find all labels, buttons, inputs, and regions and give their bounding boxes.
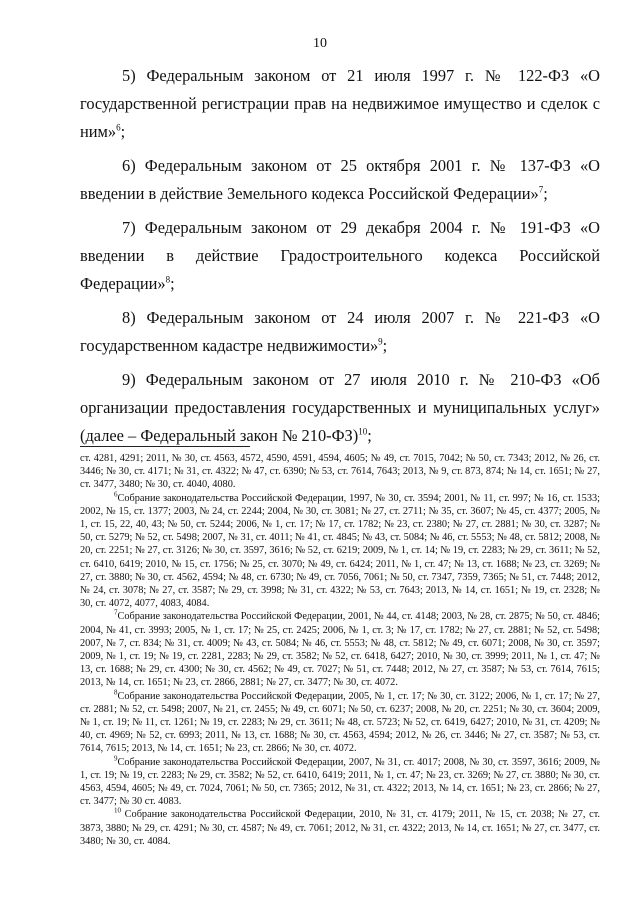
paragraph-law-221: 8) Федеральным законом от 24 июля 2007 г. № 221-ФЗ «О государственном кадастре недвижимости»$^9$; bbox=[80, 308, 600, 355]
footnote-ref: 9 bbox=[378, 336, 383, 347]
paragraph-law-210: 9) Федеральным законом от 27 июля 2010 г. № 210-ФЗ «Об организации предоставления государственных и муниципальных услуг» (далее – Федеральный закон № 210-ФЗ)$^{10}$; bbox=[80, 370, 600, 445]
paragraph-law-191: 7) Федеральным законом от 29 декабря 2004 г. № 191-ФЗ «О введении в действие Градостроительного кодекса Российской Федерации»$^8$; bbox=[80, 218, 600, 293]
paragraph-text: 7) Федеральным законом от 29 декабря 2004 г. № 191-ФЗ «О введении в действие Градостроительного кодекса Российской Федерации» bbox=[80, 218, 600, 293]
footnote-ref: 6 bbox=[116, 122, 121, 133]
footnote-number: 8 bbox=[114, 688, 118, 697]
footnote-continuation: ст. 4281, 4291; 2011, № 30, ст. 4563, 4572, 4590, 4591, 4594, 4605; № 49, ст. 7015, 7042; № 50, ст. 7343; 2012, № 26, ст. 3446; № 30, ст. 4171; № 31, ст. 4322; № 47, ст. 6390; № 53, ст. 7614, 7643; 2013, № 9, ст. 873, 874; № 14, ст. 1651; № 27, ст. 3477, 3480; № 30, ст. 4040, 4080. bbox=[80, 453, 600, 491]
footnote-text: Собрание законодательства Российской Федерации, 1997, № 30, ст. 3594; 2001, № 11, ст. 997; № 16, ст. 1533; 2002, № 15, ст. 1377; 2003, № 24, ст. 2244; 2004, № 30, ст. 3081; № 27, ст. 2711; № 35, ст. 3607; № 45, ст. 4377; 2005, № 1, ст. 15, 22, 40, 43; № 50, ст. 5244; 2006, № 1, ст. 17; № 17, ст. 1782; № 23, ст. 2380; № 27, ст. 2881; № 30, ст. 3287; № 50, ст. 5279; № 52, ст. 5498; 2007, № 31, ст. 4011; № 41, ст. 4845; № 43, ст. 5084; № 46, ст. 5553; № 48, ст. 5812; 2008, № 20, ст. 2251; № 27, ст. 3126; № 30, ст. 3597, 3616; № 52, ст. 6219; 2009, № 1, ст. 14; № 19, ст. 2283; № 29, ст. 3611; № 52, ст. 6410, 6419; 2010, № 15, ст. 1756; № 25, ст. 3070; № 49, ст. 6424; 2011, № 1, ст. 47; № 13, ст. 1688; № 23, ст. 3269; № 27, ст. 3880; № 30, ст. 4562, 4594; № 48, ст. 6730; № 49, ст. 7056, 7061; № 50, ст. 7347, 7359, 7365; № 51, ст. 7448; 2012, № 24, ст. 3078; № 27, ст. 3587; № 29, ст. 3998; № 31, ст. 4322; № 53, ст. 7643; 2013, № 14, ст. 1651; № 19, ст. 2328; № 30, ст. 4072, 4077, 4083, 4084. bbox=[80, 492, 600, 610]
footnote-10 bbox=[80, 808, 600, 848]
paragraph-text: 5) Федеральным законом от 21 июля 1997 г. № 122-ФЗ «О государственной регистрации прав на недвижимое имущество и сделок с ним» bbox=[80, 66, 600, 141]
footnote-number: 9 bbox=[114, 754, 118, 763]
page-number: 10 bbox=[313, 36, 327, 51]
paragraph-law-137: 6) Федеральным законом от 25 октября 2001 г. № 137-ФЗ «О введении в действие Земельного кодекса Российской Федерации»$^7$; bbox=[80, 156, 600, 203]
footnote-ref: 10 bbox=[358, 426, 368, 437]
footnote-9 bbox=[80, 756, 600, 809]
footnote-text: Собрание законодательства Российской Федерации, 2001, № 44, ст. 4148; 2003, № 28, ст. 2875; № 50, ст. 4846; 2004, № 41, ст. 3993; 2005, № 1, ст. 17; № 25, ст. 2425; 2006, № 1, ст. 3; № 17, ст. 1782; № 27, ст. 2881; № 52, ст. 5498; 2007, № 7, ст. 834; № 31, ст. 4009; № 43, ст. 5084; № 46, ст. 5553; № 48, ст. 5812; № 49, ст. 6071; 2008, № 30, ст. 3597; 2009, № 1, ст. 19; № 19, ст. 2281, 2283; № 29, ст. 3582; № 52, ст. 6418, 6427; 2010, № 30, ст. 3999; 2011, № 1, ст. 47; № 13, ст. 1688; № 29, ст. 4300; № 30, ст. 4562; № 49, ст. 7027; № 51, ст. 7448; 2012, № 27, ст. 3587; № 53, ст. 7614, 7615; 2013, № 14, ст. 1651; № 23, ст. 2866, 2881; № 27, ст. 3477; № 30, ст. 4072. bbox=[80, 611, 600, 689]
paragraph-law-122: 5) Федеральным законом от 21 июля 1997 г. № 122-ФЗ «О государственной регистрации прав на недвижимое имущество и сделок с ним»$^6$; bbox=[80, 66, 600, 141]
footnote-number: 6 bbox=[114, 490, 118, 499]
footnote-8 bbox=[80, 690, 600, 756]
footnote-text: Собрание законодательства Российской Федерации, 2007, № 31, ст. 4017; 2008, № 30, ст. 3597, 3616; 2009, № 1, ст. 19; № 19, ст. 2283; № 29, ст. 3582; № 52, ст. 6410, 6419; 2011, № 1, ст. 47; № 23, ст. 3269; № 27, ст. 3880; № 30, ст. 4563, 4594, 4605; № 49, ст. 7024, 7061; № 50, ст. 7365; 2012, № 31, ст. 4322; 2013, № 14, ст. 1651; № 23, ст. 2866; № 27, ст. 3477; № 30 ст. 4083. bbox=[80, 756, 600, 808]
paragraph-text: 8) Федеральным законом от 24 июля 2007 г. № 221-ФЗ «О государственном кадастре недвижимости» bbox=[80, 308, 600, 355]
footnote-separator bbox=[80, 446, 250, 447]
footnote-text: Собрание законодательства Российской Федерации, 2005, № 1, ст. 17; № 30, ст. 3122; 2006, № 1, ст. 17; № 27, ст. 2881; № 52, ст. 5498; 2007, № 21, ст. 2455; № 49, ст. 6071; № 50, ст. 6237; 2008, № 20, ст. 2251; № 30, ст. 3604; 2009, № 1, ст. 19; № 11, ст. 1261; № 19, ст. 2283; № 29, ст. 3611; № 48, ст. 5723; № 52, ст. 6419, 6427; 2010, № 31, ст. 4209; № 40, ст. 4969; № 52, ст. 6993; 2011, № 13, ст. 1688; № 30, ст. 4563, 4594; 2012, № 26, ст. 3446; № 27, ст. 3587; № 53, ст. 7614, 7615; 2013, № 14, ст. 1651; № 23, ст. 2866; № 30, ст. 4072. bbox=[80, 690, 600, 755]
footnotes bbox=[80, 452, 600, 848]
footnote-ref: 7 bbox=[538, 184, 544, 195]
paragraph-text: 9) Федеральным законом от 27 июля 2010 г. № 210-ФЗ «Об организации предоставления государственных и муниципальных услуг» (далее – Федеральный закон № 210-ФЗ) bbox=[80, 370, 600, 445]
footnote-6 bbox=[80, 492, 600, 611]
paragraph-text: 6) Федеральным законом от 25 октября 2001 г. № 137-ФЗ «О введении в действие Земельного кодекса Российской Федерации» bbox=[80, 156, 600, 203]
footnote-number: 7 bbox=[114, 609, 118, 618]
footnote-ref: 8 bbox=[165, 274, 171, 285]
footnote-7 bbox=[80, 610, 600, 689]
footnote-number: 10 bbox=[114, 807, 121, 816]
main-text bbox=[80, 62, 600, 456]
footnote-text: Собрание законодательства Российской Федерации, 2010, № 31, ст. 4179; 2011, № 15, ст. 2038; № 27, ст. 3873, 3880; № 29, ст. 4291; № 30, ст. 4587; № 49, ст. 7061; 2012, № 31, ст. 4322; 2013, № 14, ст. 1651; № 27, ст. 3477, ст. 3480; № 30, ст. 4084. bbox=[80, 809, 601, 847]
